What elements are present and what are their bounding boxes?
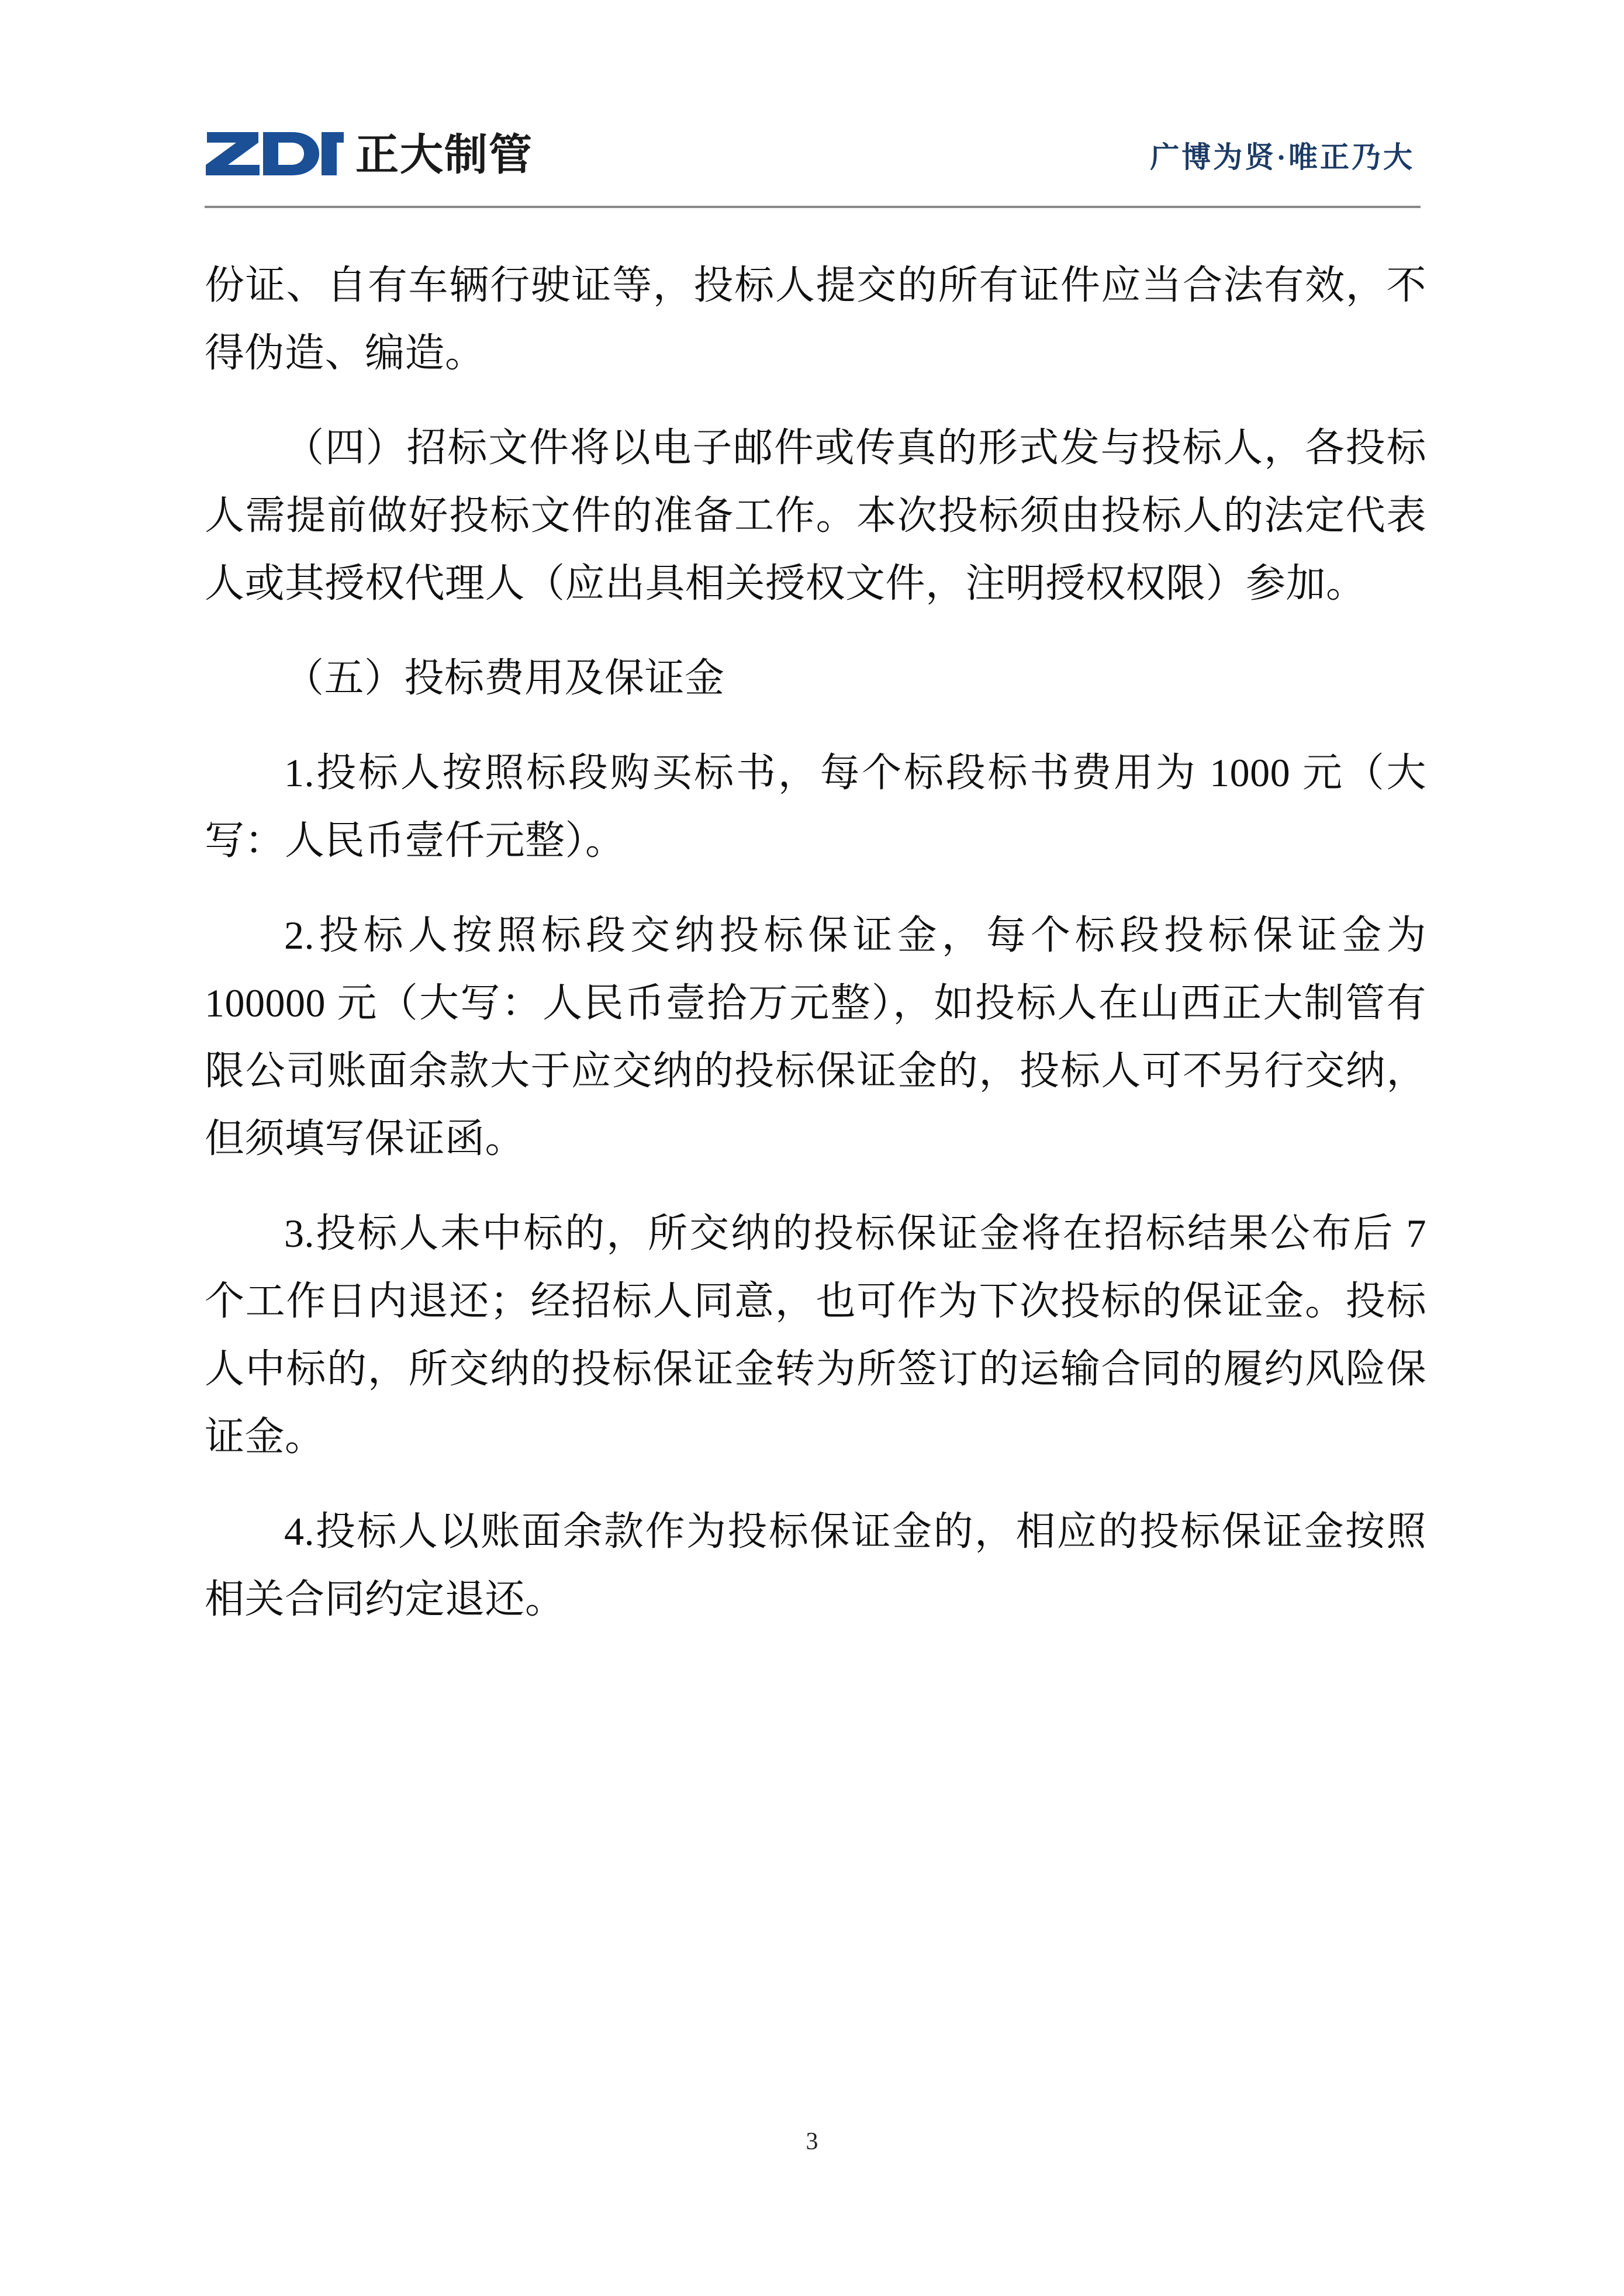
- paragraph-item-5-2: 2.投标人按照标段交纳投标保证金，每个标段投标保证金为 100000 元（大写：人民币壹拾万元整），如投标人在山西正大制管有限公司账面余款大于应交纳的投标保证金的，投标人可不另行交纳，但须填写保证函。: [205, 913, 1426, 1161]
- company-name: 正大制管: [355, 130, 533, 179]
- zdp-logo-icon: [205, 129, 345, 182]
- company-logo: [205, 129, 533, 182]
- header-divider: [205, 206, 1421, 208]
- company-slogan: 广博为贤·唯正乃大: [1150, 141, 1415, 174]
- document-body: [205, 251, 1426, 1660]
- paragraph-item-5-title: （五）投标费用及保证金: [284, 656, 725, 700]
- paragraph-item-5-4: 4.投标人以账面余款作为投标保证金的，相应的投标保证金按照相关合同约定退还。: [205, 1509, 1426, 1621]
- paragraph-item-4: （四）招标文件将以电子邮件或传真的形式发与投标人，各投标人需提前做好投标文件的准备工作。本次投标须由投标人的法定代表人或其授权代理人（应出具相关授权文件，注明授权权限）参加。: [205, 426, 1426, 606]
- paragraph-continued: 份证、自有车辆行驶证等，投标人提交的所有证件应当合法有效，不得伪造、编造。: [205, 263, 1426, 375]
- paragraph-item-5-1: 1.投标人按照标段购买标书，每个标段标书费用为 1000 元（大写：人民币壹仟元整）。: [205, 751, 1426, 863]
- page-header: [205, 105, 1421, 205]
- paragraph-item-5-3: 3.投标人未中标的，所交纳的投标保证金将在招标结果公布后 7 个工作日内退还；经招标人同意，也可作为下次投标的保证金。投标人中标的，所交纳的投标保证金转为所签订的运输合同的履约风险保证金。: [205, 1211, 1426, 1459]
- page-number: 3: [806, 2128, 818, 2155]
